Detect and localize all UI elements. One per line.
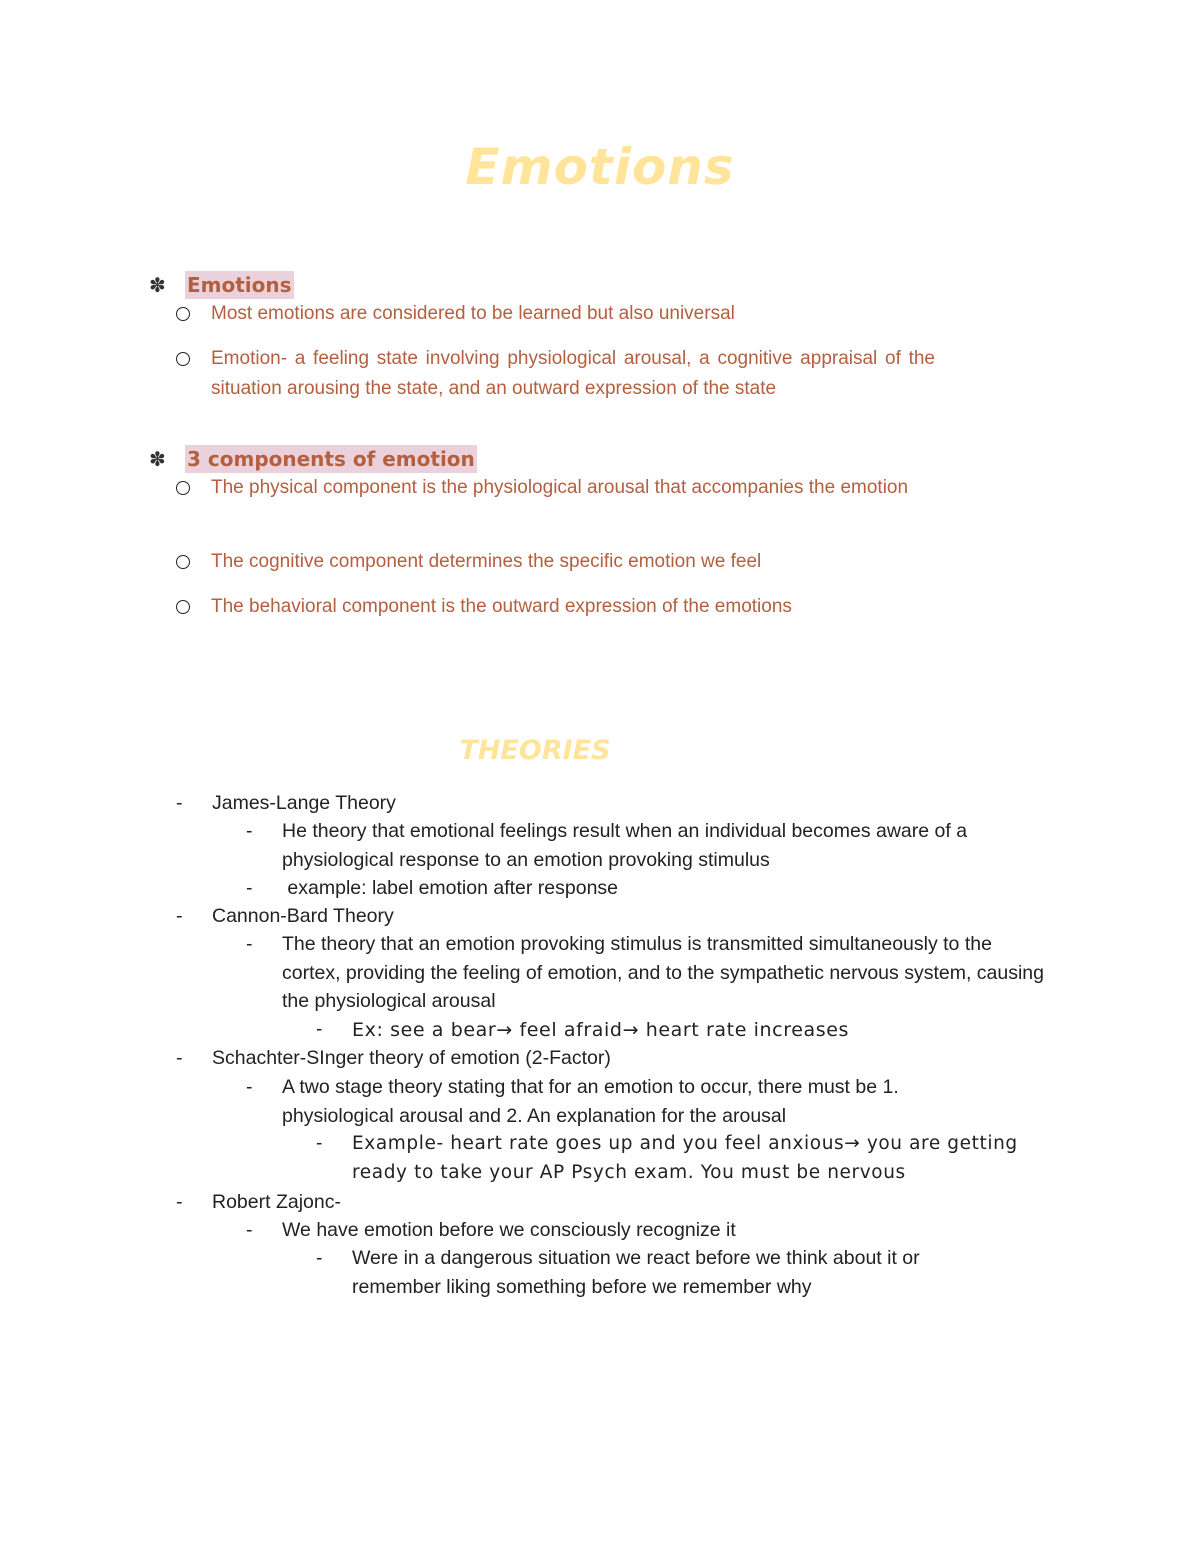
dash-bullet: - xyxy=(316,1133,323,1154)
dash-bullet: - xyxy=(176,1191,183,1213)
section-heading-emotions xyxy=(149,270,294,300)
dash-bullet: - xyxy=(176,905,183,927)
example-text: Example- heart rate goes up and you feel anxious→ you are getting ready to take your AP Psych exam. You must be nervous xyxy=(352,1133,1018,1183)
theory-definition xyxy=(246,930,1046,1016)
dash-bullet: - xyxy=(176,1047,183,1069)
theory-item-james-lange xyxy=(176,789,1076,818)
list-item-text: Emotion- a feeling state involving physiological arousal, a cognitive appraisal of the situation arousing the state, and an outward expression of the state xyxy=(211,348,935,399)
theory-name: James-Lange Theory xyxy=(212,792,396,814)
list-item xyxy=(176,547,946,577)
definition-text: A two stage theory stating that for an emotion to occur, there must be 1. physiological arousal and 2. An explanation for the arousal xyxy=(282,1076,899,1127)
section-heading-components xyxy=(149,444,477,474)
example-text: Ex: see a bear→ feel afraid→ heart rate increases xyxy=(352,1019,850,1041)
theories-title: THEORIES xyxy=(459,735,611,766)
dash-bullet: - xyxy=(246,1219,253,1241)
example-text: example: label emotion after response xyxy=(282,877,619,899)
theory-example xyxy=(316,1244,996,1301)
dash-bullet: - xyxy=(176,792,183,814)
dash-bullet: - xyxy=(246,877,253,899)
circle-bullet-icon xyxy=(176,307,190,321)
page-title: Emotions xyxy=(465,138,735,196)
heading-label: Emotions xyxy=(187,273,292,297)
theory-definition xyxy=(246,1073,1006,1130)
list-item-text: The physical component is the physiological arousal that accompanies the emotion xyxy=(211,477,909,498)
example-text: Were in a dangerous situation we react before we think about it or remember liking something before we remember why xyxy=(352,1247,920,1298)
theory-name: Robert Zajonc- xyxy=(212,1191,341,1213)
asterisk-bullet-icon: ✽ xyxy=(149,447,166,471)
theory-example xyxy=(316,1130,1076,1187)
definition-text: The theory that an emotion provoking stimulus is transmitted simultaneously to the cortex, providing the feeling of emotion, and to the sympathetic nervous system, causing the physiological arousal xyxy=(282,933,1044,1012)
theory-example xyxy=(246,874,1056,903)
circle-bullet-icon xyxy=(176,555,190,569)
heading-label: 3 components of emotion xyxy=(187,447,475,471)
theory-name: Schachter-SInger theory of emotion (2-Factor) xyxy=(212,1047,611,1069)
definition-text: He theory that emotional feelings result when an individual becomes aware of a physiological response to an emotion provoking stimulus xyxy=(282,820,968,871)
dash-bullet: - xyxy=(246,1076,253,1098)
list-item xyxy=(176,473,946,503)
list-item-text: The behavioral component is the outward expression of the emotions xyxy=(211,596,792,617)
dash-bullet: - xyxy=(246,933,253,955)
circle-bullet-icon xyxy=(176,481,190,495)
theory-definition xyxy=(246,1216,1056,1245)
list-item-text: Most emotions are considered to be learned but also universal xyxy=(211,303,735,324)
theory-example xyxy=(316,1016,1076,1045)
list-item xyxy=(176,299,946,329)
theory-item-cannon-bard xyxy=(176,902,1076,931)
list-item xyxy=(176,592,946,622)
theory-name: Cannon-Bard Theory xyxy=(212,905,394,927)
asterisk-bullet-icon: ✽ xyxy=(149,273,166,297)
definition-text: We have emotion before we consciously recognize it xyxy=(282,1219,736,1241)
dash-bullet: - xyxy=(246,820,253,842)
theory-item-zajonc xyxy=(176,1188,1076,1217)
circle-bullet-icon xyxy=(176,352,190,366)
theory-definition xyxy=(246,817,1056,874)
list-item-text: The cognitive component determines the specific emotion we feel xyxy=(211,551,762,572)
dash-bullet: - xyxy=(316,1019,323,1040)
list-item xyxy=(176,344,946,403)
theory-item-schachter-singer xyxy=(176,1044,1076,1073)
circle-bullet-icon xyxy=(176,600,190,614)
dash-bullet: - xyxy=(316,1247,323,1269)
